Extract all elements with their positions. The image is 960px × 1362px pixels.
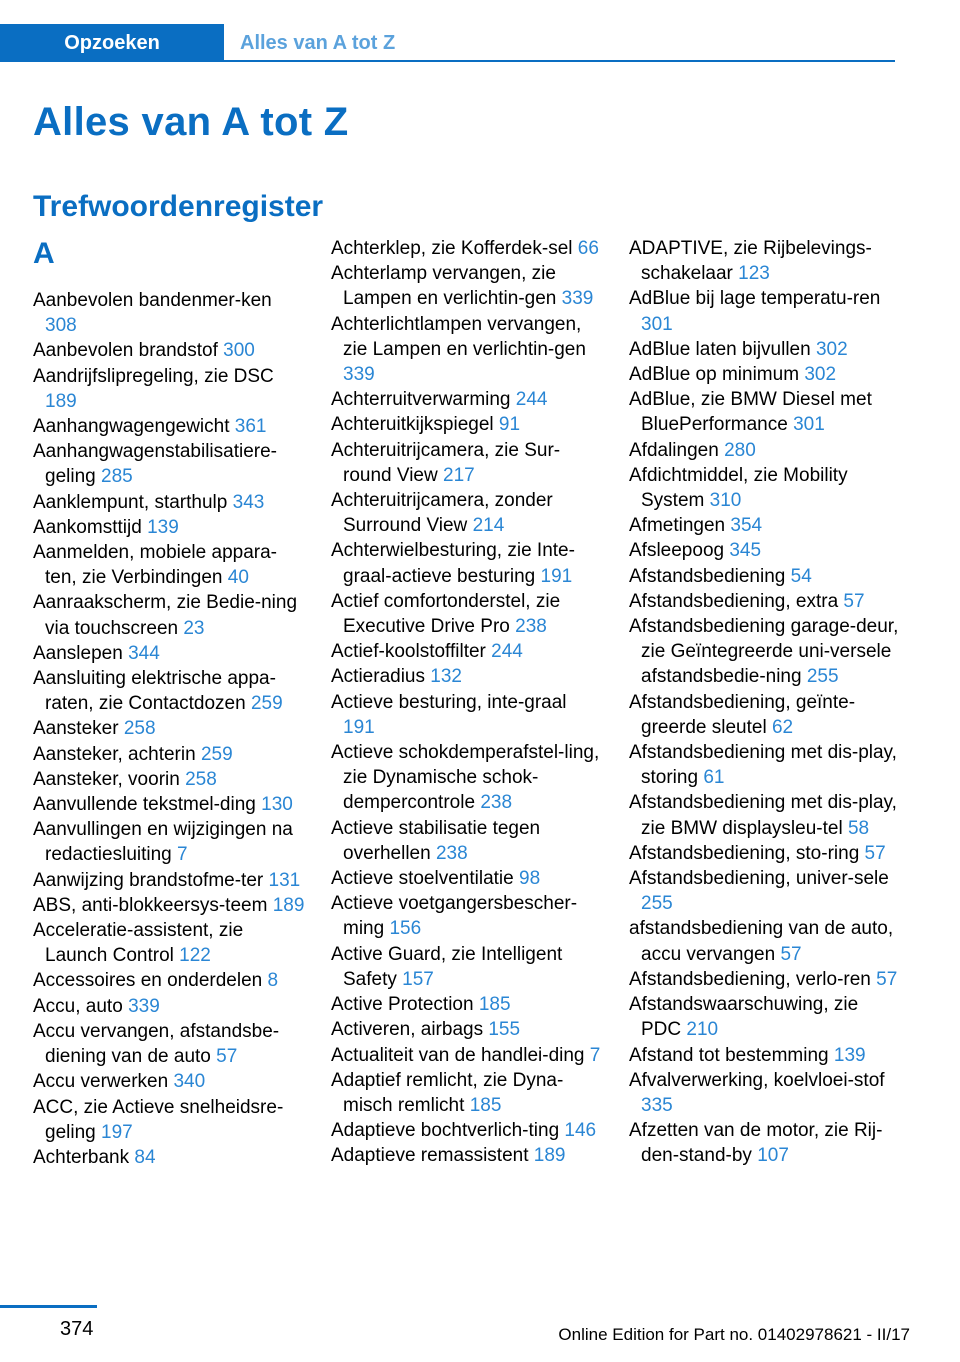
page-number: 374 (60, 1318, 94, 1340)
entry-page-link[interactable]: 146 (564, 1120, 597, 1142)
entry-term: Actieve besturing, inte-graal (331, 691, 567, 713)
entry-term: Active Protection (331, 994, 474, 1016)
index-entry (331, 891, 603, 941)
entry-term: AdBlue, zie BMW Diesel met BluePerformance (629, 389, 872, 436)
entry-term: Adaptief remlicht, zie Dyna-misch remlicht (331, 1069, 564, 1116)
entry-term: Aanslepen (33, 642, 123, 664)
entry-page-link[interactable]: 361 (234, 416, 267, 438)
entry-term: Achterruitverwarming (331, 389, 511, 411)
index-entry (629, 790, 901, 840)
entry-page-link[interactable]: 7 (589, 1044, 601, 1066)
index-entry (33, 641, 305, 666)
index-entry (331, 992, 603, 1017)
index-entry (33, 792, 305, 817)
entry-page-link[interactable]: 259 (200, 743, 233, 765)
index-entry (331, 236, 603, 261)
edition-note: Online Edition for Part no. 01402978621 - II/17 (558, 1325, 910, 1344)
entry-term: Achterlichtlampen vervangen, zie Lampen en verlichtin-gen (331, 313, 586, 360)
entry-term: Actieve stoelventilatie (331, 868, 514, 890)
entry-page-link[interactable]: 139 (147, 516, 179, 538)
index-entry (629, 690, 901, 740)
entry-page-link[interactable]: 210 (686, 1019, 719, 1041)
index-entry (629, 614, 901, 690)
index-entry (33, 1069, 305, 1094)
entry-page-link[interactable]: 339 (128, 995, 160, 1017)
index-entry (33, 1095, 305, 1145)
index-entry (629, 841, 901, 866)
entry-page-link[interactable]: 258 (123, 718, 156, 740)
index-entry (331, 387, 603, 412)
entry-term: ADAPTIVE, zie Rijbelevings-schakelaar (629, 238, 872, 285)
entry-page-link[interactable]: 84 (134, 1146, 156, 1168)
entry-term: Aansteker (33, 718, 119, 740)
entry-term: Achteruitrijcamera, zonder Surround View (331, 490, 553, 537)
entry-page-link[interactable]: 191 (540, 565, 573, 587)
entry-term: Actieradius (331, 666, 425, 688)
entry-page-link[interactable]: 57 (843, 590, 865, 612)
entry-term: Aansteker, voorin (33, 768, 180, 790)
entry-term: Achterklep, zie Kofferdek-sel (331, 238, 573, 259)
entry-page-link[interactable]: 57 (216, 1046, 238, 1068)
entry-term: Aanklempunt, starthulp (33, 491, 228, 513)
entry-page-link[interactable]: 238 (435, 842, 468, 864)
index-entry (33, 716, 305, 741)
entry-term: Aanvullende tekstmel-ding (33, 794, 256, 816)
index-entry (33, 515, 305, 540)
entry-page-link[interactable]: 340 (173, 1071, 206, 1093)
entry-term: Actieve voetgangersbescher-ming (331, 893, 578, 940)
entry-term: Accu, auto (33, 995, 123, 1017)
index-entry (33, 590, 305, 640)
index-entry (33, 439, 305, 489)
entry-term: Aanhangwagenstabilisatiere-geling (33, 441, 277, 488)
entry-page-link[interactable]: 23 (183, 617, 205, 639)
index-entry (33, 288, 305, 338)
entry-page-link[interactable]: 66 (577, 238, 599, 259)
index-entry (629, 916, 901, 966)
entry-page-link[interactable]: 156 (389, 918, 422, 940)
entry-page-link[interactable]: 57 (864, 842, 886, 864)
index-entry (629, 513, 901, 538)
entry-page-link[interactable]: 57 (876, 968, 898, 990)
entry-page-link[interactable]: 107 (757, 1145, 789, 1167)
entry-page-link[interactable]: 339 (343, 364, 375, 386)
entry-page-link[interactable]: 191 (343, 716, 375, 738)
entry-page-link[interactable]: 157 (402, 968, 434, 990)
tab-opzoeken[interactable]: Opzoeken (0, 24, 224, 62)
index-entry (331, 942, 603, 992)
index-entry (629, 236, 901, 286)
entry-term: Aanhangwagengewicht (33, 416, 230, 438)
entry-page-link[interactable]: 255 (641, 893, 673, 915)
index-entry (629, 387, 901, 437)
entry-page-link[interactable]: 258 (185, 768, 217, 790)
index-entry (33, 893, 305, 918)
index-entry (331, 1143, 603, 1168)
entry-term: AdBlue op minimum (629, 364, 800, 386)
entry-term: Afstandsbediening, univer-sele (629, 868, 889, 890)
index-entry (629, 1043, 901, 1068)
entry-term: Afstandsbediening met dis-play, storing (629, 742, 897, 789)
entry-page-link[interactable]: 62 (771, 716, 794, 738)
entry-page-link[interactable]: 8 (267, 970, 279, 992)
index-entry (629, 362, 901, 387)
index-entry (33, 767, 305, 792)
entry-term: AdBlue bij lage temperatu-ren (629, 288, 881, 310)
entry-page-link[interactable]: 300 (223, 340, 255, 362)
index-entry (33, 994, 305, 1019)
index-entry (331, 816, 603, 866)
index-entry (331, 261, 603, 311)
entry-page-link[interactable]: 335 (641, 1094, 673, 1116)
entry-page-link[interactable]: 61 (703, 767, 725, 789)
index-entry (33, 364, 305, 414)
index-entry (331, 1043, 603, 1068)
index-entry (629, 538, 901, 563)
entry-term: Afstandswaarschuwing, zie PDC (629, 994, 859, 1041)
entry-term: Afmetingen (629, 515, 726, 537)
index-entry (33, 666, 305, 716)
entry-page-link[interactable]: 139 (833, 1044, 866, 1066)
entry-page-link[interactable]: 345 (729, 540, 762, 562)
index-entry (331, 312, 603, 388)
entry-page-link[interactable]: 122 (179, 945, 211, 967)
index-entry (331, 412, 603, 437)
entry-term: Afstandsbediening, extra (629, 590, 839, 612)
entry-page-link[interactable]: 302 (815, 338, 848, 360)
entry-term: Adaptieve remassistent (331, 1145, 529, 1167)
index-column-3 (629, 236, 901, 1169)
breadcrumb[interactable]: Alles van A tot Z (240, 31, 396, 54)
index-entry (33, 540, 305, 590)
entry-term: Accessoires en onderdelen (33, 970, 263, 992)
entry-term: Aankomsttijd (33, 516, 142, 538)
index-entry (629, 967, 901, 992)
entry-term: Afstandsbediening, verlo-ren (629, 968, 871, 990)
index-entry (629, 564, 901, 589)
index-entry (33, 968, 305, 993)
entry-term: Afstandsbediening, sto-ring (629, 842, 860, 864)
index-entry (629, 438, 901, 463)
entry-term: Afstandsbediening, geïnte-greerde sleutel (629, 691, 856, 738)
entry-term: Afstandsbediening (629, 565, 786, 587)
index-entry (331, 1068, 603, 1118)
entry-page-link[interactable]: 238 (480, 792, 513, 814)
entry-term: Actualiteit van de handlei-ding (331, 1044, 585, 1066)
entry-page-link[interactable]: 189 (272, 894, 305, 916)
entry-term: Aanvullingen en wijzigingen na redactiesluiting (33, 819, 293, 866)
entry-page-link[interactable]: 132 (430, 666, 462, 688)
index-entry (629, 866, 901, 916)
entry-term: Adaptieve bochtverlich-ting (331, 1120, 560, 1142)
entry-page-link[interactable]: 244 (491, 641, 523, 663)
entry-term: Achterbank (33, 1146, 130, 1168)
entry-page-link[interactable]: 302 (804, 364, 837, 386)
top-navigation (0, 0, 960, 64)
entry-page-link[interactable]: 189 (45, 390, 77, 412)
index-entry (331, 866, 603, 891)
entry-term: Afsleepoog (629, 540, 725, 562)
entry-term: Achteruitrijcamera, zie Sur-round View (331, 439, 561, 486)
entry-term: Afstandsbediening met dis-play, zie BMW displaysleu-tel (629, 792, 897, 839)
entry-term: Accu verwerken (33, 1071, 169, 1093)
entry-term: afstandsbediening van de auto, accu vervangen (629, 918, 894, 965)
index-entry (629, 1118, 901, 1168)
entry-term: ABS, anti-blokkeersys-teem (33, 894, 268, 916)
entry-term: Acceleratie-assistent, zie Launch Control (33, 920, 244, 967)
footer-divider (0, 1305, 97, 1308)
index-entry (33, 1145, 305, 1170)
index-entry (331, 1118, 603, 1143)
index-entry (331, 488, 603, 538)
index-entry (629, 463, 901, 513)
entry-term: Afstand tot bestemming (629, 1044, 829, 1066)
entry-term: Aanwijzing brandstofme-ter (33, 869, 264, 891)
entry-page-link[interactable]: 98 (519, 868, 541, 890)
entry-term: Afdichtmiddel, zie Mobility System (629, 464, 848, 512)
page-title: Alles van A tot Z (33, 100, 349, 144)
entry-term: Afdalingen (629, 439, 719, 461)
entry-page-link[interactable]: 185 (469, 1094, 502, 1116)
entry-page-link[interactable]: 57 (780, 943, 802, 965)
entry-term: Afvalverwerking, koelvloei-stof (629, 1069, 885, 1091)
index-entry (629, 1068, 901, 1118)
entry-page-link[interactable]: 130 (261, 794, 293, 816)
index-entry (33, 918, 305, 968)
entry-term: Aanbevolen bandenmer-ken (33, 290, 272, 311)
entry-term: Actief comfortonderstel, zie Executive Drive Pro (331, 590, 561, 638)
index-entry (331, 589, 603, 639)
entry-page-link[interactable]: 123 (738, 263, 770, 285)
entry-page-link[interactable]: 91 (498, 414, 521, 436)
entry-term: Aansluiting elektrische appa-raten, zie Contactdozen (33, 668, 276, 715)
index-entry (629, 992, 901, 1042)
entry-term: Achteruitkijkspiegel (331, 414, 494, 436)
entry-term: Afstandsbediening garage-deur, zie Geïntegreerde uni-versele afstandsbedie-ning (629, 616, 899, 688)
entry-page-link[interactable]: 40 (227, 567, 249, 589)
entry-term: Accu vervangen, afstandsbe-diening van de auto (33, 1020, 280, 1068)
entry-page-link[interactable]: 244 (515, 389, 548, 411)
index-entry (33, 414, 305, 439)
entry-term: ACC, zie Actieve snelheidsre-geling (33, 1096, 284, 1143)
entry-page-link[interactable]: 197 (101, 1121, 133, 1143)
entry-page-link[interactable]: 308 (45, 315, 77, 337)
entry-term: Aanbevolen brandstof (33, 340, 218, 362)
section-title: Trefwoordenregister (33, 190, 324, 223)
index-entry (33, 817, 305, 867)
entry-term: Actieve stabilisatie tegen overhellen (331, 817, 541, 864)
entry-page-link[interactable]: 217 (443, 464, 475, 486)
index-entry (331, 740, 603, 816)
index-entry (33, 868, 305, 893)
entry-page-link[interactable]: 259 (250, 693, 283, 715)
entry-page-link[interactable]: 189 (533, 1145, 566, 1167)
entry-page-link[interactable]: 280 (724, 439, 756, 461)
index-entry (629, 286, 901, 336)
index-entry (629, 589, 901, 614)
header-divider (0, 60, 895, 62)
entry-term: Achterlamp vervangen, zie Lampen en verlichtin-gen (331, 263, 557, 310)
entry-page-link[interactable]: 344 (128, 642, 160, 664)
entry-page-link[interactable]: 285 (101, 466, 133, 488)
index-entry (33, 1019, 305, 1069)
entry-page-link[interactable]: 238 (515, 616, 547, 638)
entry-page-link[interactable]: 301 (641, 313, 673, 335)
index-entry (331, 664, 603, 689)
entry-page-link[interactable]: 54 (790, 565, 812, 587)
index-entry (331, 639, 603, 664)
entry-page-link[interactable]: 58 (847, 817, 870, 839)
index-column-2 (331, 236, 603, 1169)
entry-term: Activeren, airbags (331, 1019, 484, 1041)
entry-term: Aansteker, achterin (33, 743, 196, 765)
index-entry (331, 690, 603, 740)
entry-page-link[interactable]: 155 (488, 1019, 521, 1041)
entry-page-link[interactable]: 131 (268, 869, 301, 891)
entry-term: Actieve schokdemperafstel-ling, zie Dynamische schok-dempercontrole (331, 742, 600, 814)
entry-page-link[interactable]: 185 (478, 994, 511, 1016)
index-entry (331, 1017, 603, 1042)
entry-page-link[interactable]: 343 (232, 491, 265, 513)
entry-term: Aanraakscherm, zie Bedie-ning via touchscreen (33, 592, 298, 639)
entry-page-link[interactable]: 310 (709, 490, 742, 512)
entry-term: Aanmelden, mobiele appara-ten, zie Verbindingen (33, 542, 277, 589)
entry-term: Active Guard, zie Intelligent Safety (331, 943, 563, 990)
index-entry (33, 338, 305, 363)
entry-term: Aandrijfslipregeling, zie DSC (33, 365, 274, 387)
index-entry (629, 337, 901, 362)
index-entry (33, 490, 305, 515)
index-letter: A (33, 237, 55, 270)
index-entry (331, 538, 603, 588)
entry-page-link[interactable]: 339 (561, 288, 594, 310)
entry-page-link[interactable]: 255 (806, 666, 839, 688)
entry-term: Afzetten van de motor, zie Rij-den-stand-by (629, 1120, 883, 1167)
entry-page-link[interactable]: 354 (730, 515, 763, 537)
index-column-1 (33, 236, 305, 1170)
entry-page-link[interactable]: 7 (177, 844, 188, 866)
index-entry (629, 740, 901, 790)
entry-page-link[interactable]: 301 (793, 414, 825, 436)
entry-term: Achterwielbesturing, zie Inte-graal-actieve besturing (331, 540, 575, 587)
entry-term: AdBlue laten bijvullen (629, 338, 811, 360)
index-entry (33, 742, 305, 767)
index-entry (331, 438, 603, 488)
entry-term: Actief-koolstoffilter (331, 641, 486, 663)
entry-page-link[interactable]: 214 (472, 515, 505, 537)
